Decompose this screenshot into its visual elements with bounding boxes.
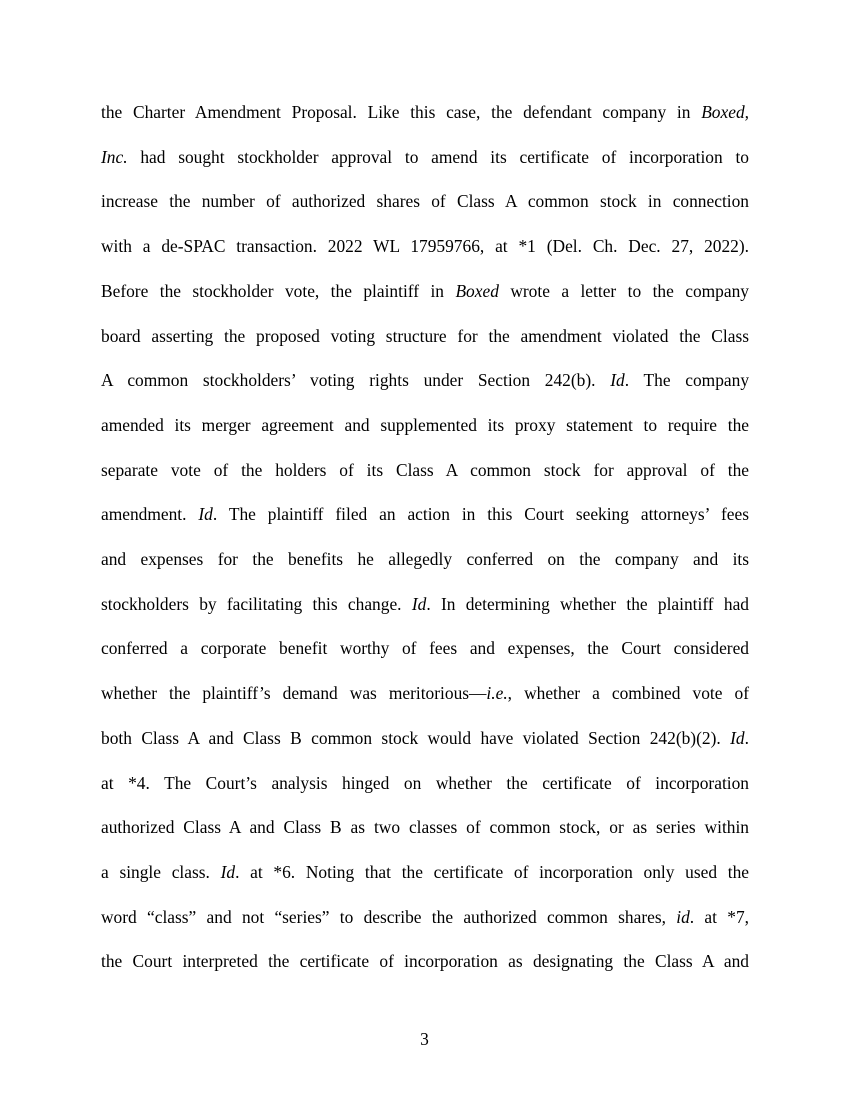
text-run: A common stockholders’ voting rights under Section 242(b). (101, 370, 611, 391)
text-run: wrote a letter to the company (498, 280, 749, 301)
text-run: , whether a combined vote of (507, 683, 749, 704)
italic-citation: Id (610, 370, 625, 391)
text-run: and expenses for the benefits he allegedly conferred on the company and its (101, 549, 749, 569)
italic-citation: Id (220, 861, 236, 882)
text-run: word “class” and not “series” to describe the authorized common shares, (101, 906, 677, 927)
text-line (101, 100, 749, 124)
page-number: 3 (420, 1029, 429, 1049)
text-line (101, 905, 749, 929)
text-line (101, 458, 749, 482)
text-run: at *4. The Court’s analysis hinged on whether the certificate of incorporation (101, 772, 749, 793)
text-line (101, 547, 749, 571)
text-line (101, 324, 749, 348)
text-run: with a de-SPAC transaction. 2022 WL 17959766, at *1 (Del. Ch. Dec. 27, 2022). (101, 236, 749, 257)
text-run: . The company (624, 370, 750, 391)
italic-citation: id (676, 906, 690, 927)
text-line (101, 502, 749, 526)
text-line (101, 279, 749, 303)
text-line (101, 368, 749, 392)
text-line (101, 771, 749, 795)
italic-citation: Boxed (455, 280, 499, 301)
text-run: a single class. (101, 861, 221, 882)
text-run: increase the number of authorized shares of Class A common stock in connection (101, 191, 749, 212)
italic-citation: Inc. (101, 146, 128, 167)
text-line (101, 234, 749, 258)
text-line (101, 636, 749, 660)
text-line (101, 413, 749, 437)
text-run: separate vote of the holders of its Class A common stock for approval of the (101, 459, 749, 480)
italic-citation: Id (411, 593, 427, 614)
text-run: . In determining whether the plaintiff had (426, 593, 750, 614)
text-line (101, 726, 749, 750)
text-run: both Class A and Class B common stock would have violated Section 242(b)(2). (101, 727, 731, 748)
text-run: . The plaintiff filed an action in this Court seeking attorneys’ fees (212, 504, 749, 525)
text-line (101, 815, 749, 839)
text-run: authorized Class A and Class B as two classes of common stock, or as series within (101, 817, 749, 838)
text-run: amendment. (101, 504, 199, 525)
text-line (101, 860, 749, 884)
text-run: whether the plaintiff’s demand was meritorious— (101, 683, 487, 704)
italic-citation: Boxed, (701, 102, 749, 122)
text-run: conferred a corporate benefit worthy of fees and expenses, the Court considered (101, 638, 749, 659)
text-run: . at *6. Noting that the certificate of incorporation only used the (235, 861, 749, 882)
italic-citation: i.e. (486, 683, 508, 704)
text-run: the Charter Amendment Proposal. Like this case, the defendant company in (101, 102, 702, 122)
text-line (101, 189, 749, 213)
italic-citation: Id (198, 504, 213, 525)
text-run: had sought stockholder approval to amend its certificate of incorporation to (127, 146, 749, 167)
text-run: . at *7, (689, 906, 749, 927)
text-run: Before the stockholder vote, the plaintiff in (101, 280, 456, 301)
text-run: stockholders by facilitating this change. (101, 593, 412, 614)
text-line (101, 949, 749, 973)
text-run: . (744, 727, 749, 748)
italic-citation: Id (730, 727, 745, 748)
text-line (101, 681, 749, 705)
text-run: amended its merger agreement and supplemented its proxy statement to require the (101, 414, 749, 435)
text-run: board asserting the proposed voting structure for the amendment violated the Class (101, 325, 749, 346)
text-line (101, 145, 749, 169)
text-run: the Court interpreted the certificate of incorporation as designating the Class A and (101, 951, 749, 972)
text-line (101, 592, 749, 616)
